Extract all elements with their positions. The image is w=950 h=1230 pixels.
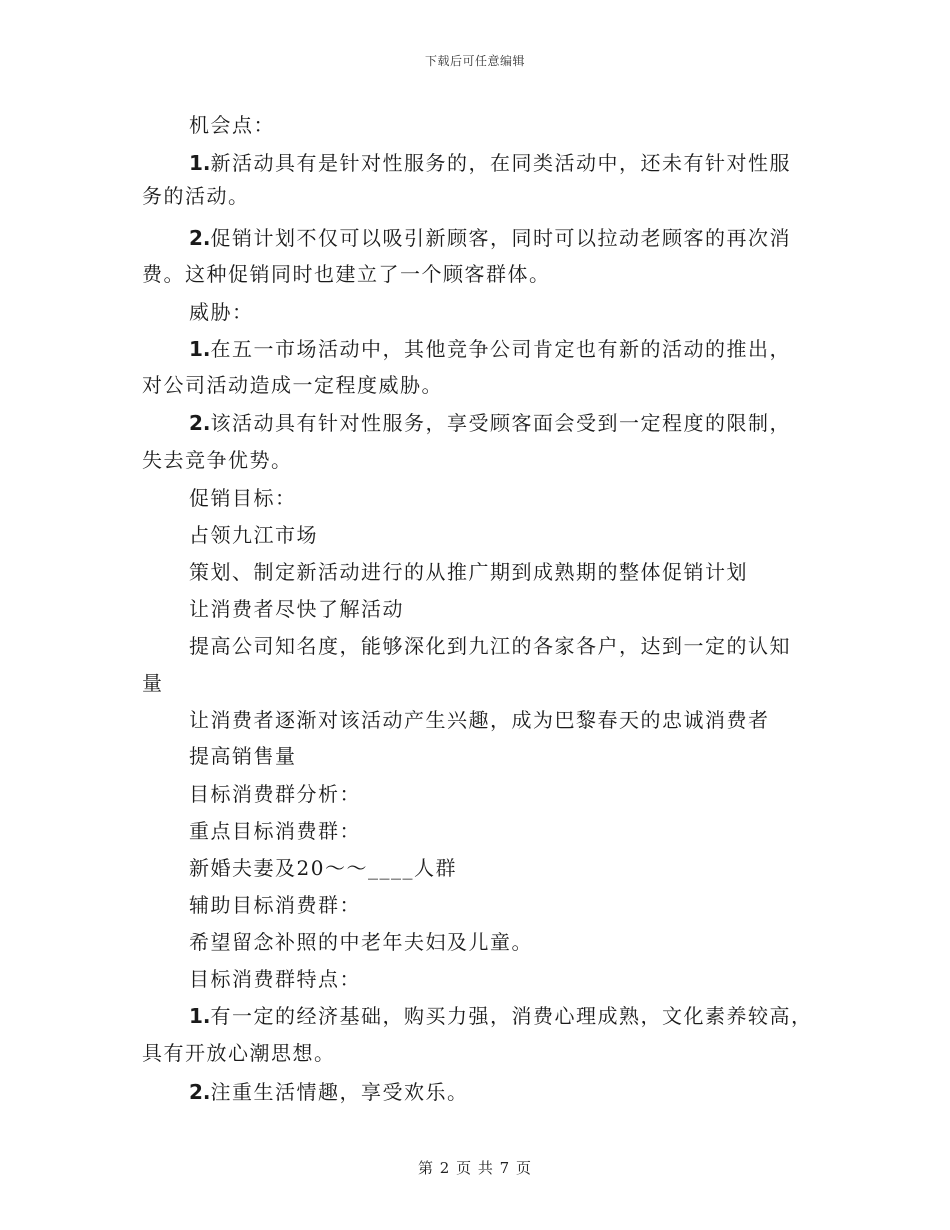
paragraph-line [189,1079,469,1105]
list-number: 1. [189,1004,211,1028]
heading-text: 辅助目标消费群： [189,893,361,917]
paragraph-line [189,855,457,881]
paragraph-text: 新婚夫妻及20～～____人群 [189,856,457,880]
heading-text: 目标消费群分析： [189,782,361,806]
heading-text: 威胁： [189,300,254,324]
paragraph-text: 占领九江市场 [189,523,318,547]
paragraph-line [189,929,533,955]
paragraph-line [142,183,250,209]
paragraph-line [189,596,404,622]
paragraph-text: 提高销售量 [189,744,297,768]
heading-target-traits [189,966,361,992]
heading-promotion-goals [189,485,297,511]
paragraph-line [189,336,791,362]
paragraph-text: 在五一市场活动中，其他竞争公司肯定也有新的活动的推出， [210,337,792,361]
heading-threats [189,299,254,325]
paragraph-line [142,1040,336,1066]
paragraph-line [142,261,551,287]
list-number: 2. [189,226,211,250]
heading-secondary-target [189,892,361,918]
paragraph-text: 新活动具有是针对性服务的，在同类活动中，还未有针对性服 [210,151,792,175]
paragraph-text: 促销计划不仅可以吸引新顾客，同时可以拉动老顾客的再次消 [210,226,792,250]
paragraph-line [142,447,293,473]
heading-text: 目标消费群特点： [189,967,361,991]
heading-primary-target [189,818,361,844]
paragraph-text: 让消费者逐渐对该活动产生兴趣，成为巴黎春天的忠诚消费者 [189,708,770,732]
paragraph-line [142,670,164,696]
heading-opportunities [189,112,275,138]
paragraph-line [189,522,318,548]
paragraph-text: 对公司活动造成一定程度威胁。 [142,373,443,397]
heading-text: 机会点： [189,113,275,137]
page-footer: 第 2 页 共 7 页 [418,1159,532,1177]
page-header: 下载后可任意编辑 [424,54,525,68]
paragraph-line [189,743,297,769]
list-number: 1. [189,337,211,361]
paragraph-line [189,1003,813,1029]
paragraph-line [142,372,443,398]
paragraph-text: 该活动具有针对性服务，享受顾客面会受到一定程度的限制， [210,411,792,435]
paragraph-text: 有一定的经济基础，购买力强，消费心理成熟，文化素养较高， [210,1004,813,1028]
paragraph-text: 提高公司知名度，能够深化到九江的各家各户，达到一定的认知 [189,634,791,658]
heading-text: 促销目标： [189,486,297,510]
paragraph-line [189,150,791,176]
paragraph-text: 让消费者尽快了解活动 [189,597,404,621]
list-number: 2. [189,1080,211,1104]
paragraph-text: 希望留念补照的中老年夫妇及儿童。 [189,930,533,954]
paragraph-text: 具有开放心潮思想。 [142,1041,336,1065]
heading-text: 重点目标消费群： [189,819,361,843]
heading-target-analysis [189,781,361,807]
list-number: 2. [189,411,211,435]
paragraph-text: 量 [142,671,164,695]
paragraph-text: 注重生活情趣，享受欢乐。 [210,1080,469,1104]
paragraph-line [189,707,770,733]
paragraph-text: 务的活动。 [142,184,250,208]
paragraph-line [189,559,748,585]
paragraph-text: 策划、制定新活动进行的从推广期到成熟期的整体促销计划 [189,560,748,584]
list-number: 1. [189,151,211,175]
paragraph-line [189,633,791,659]
paragraph-text: 失去竞争优势。 [142,448,293,472]
paragraph-text: 费。这种促销同时也建立了一个顾客群体。 [142,262,551,286]
paragraph-line [189,225,791,251]
paragraph-line [189,410,791,436]
